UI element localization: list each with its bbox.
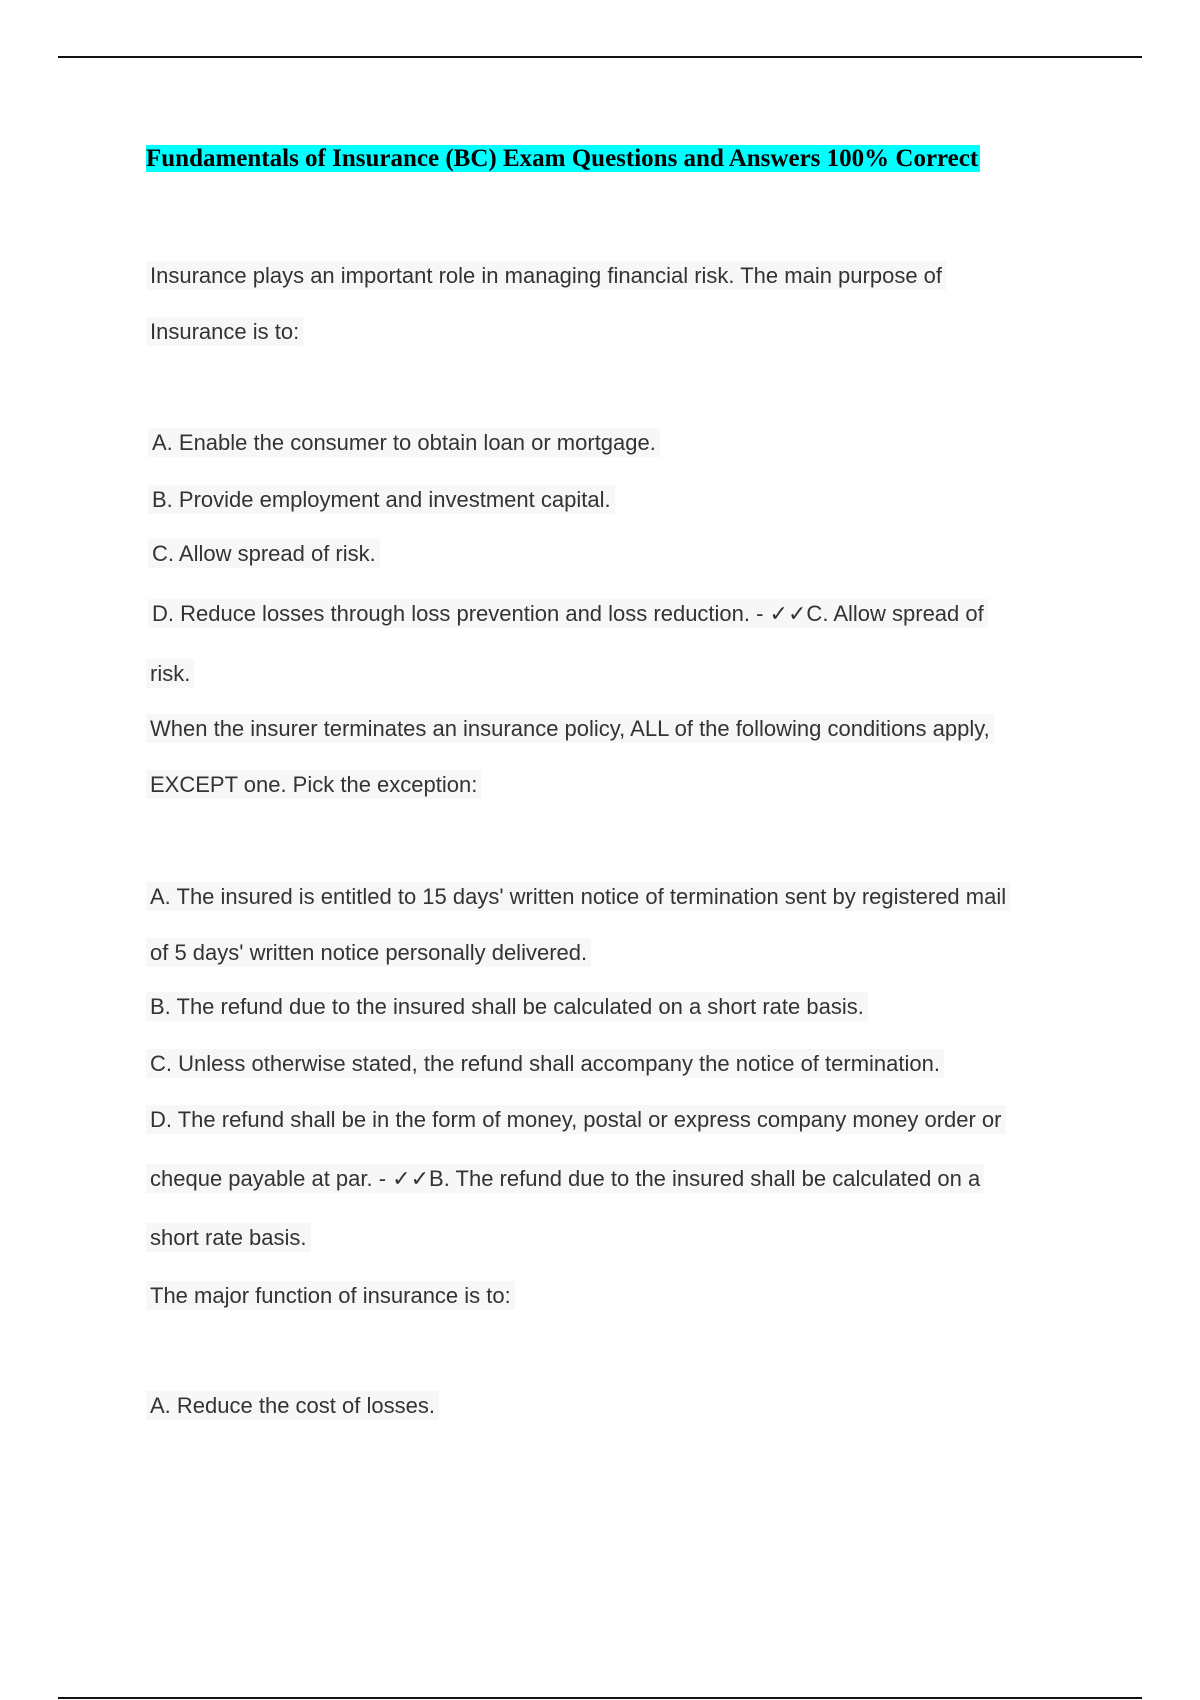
q2-option-c: C. Unless otherwise stated, the refund shall accompany the notice of termination. [146, 1049, 944, 1079]
title-highlight: Fundamentals of Insurance (BC) Exam Questions and Answers 100% Correct [146, 145, 979, 172]
page-title [146, 142, 980, 176]
q2-option-d-line2: cheque payable at par. - ✓✓B. The refund due to the insured shall be calculated on a [146, 1164, 984, 1194]
q2-answer-continued: short rate basis. [146, 1223, 311, 1253]
q1-answer-continued: risk. [146, 659, 194, 689]
q3-stem: The major function of insurance is to: [146, 1281, 515, 1311]
q1-option-c: C. Allow spread of risk. [148, 539, 380, 569]
q1-stem-line1: Insurance plays an important role in managing financial risk. The main purpose of [146, 261, 946, 291]
q2-option-b: B. The refund due to the insured shall be calculated on a short rate basis. [146, 992, 868, 1022]
q1-option-b: B. Provide employment and investment capital. [148, 485, 615, 515]
q2-option-d-line1: D. The refund shall be in the form of money, postal or express company money order or [146, 1105, 1006, 1135]
q3-option-a: A. Reduce the cost of losses. [146, 1391, 439, 1421]
q1-stem-line2: Insurance is to: [146, 317, 303, 347]
q2-option-a-line2: of 5 days' written notice personally delivered. [146, 938, 591, 968]
q2-option-a-line1: A. The insured is entitled to 15 days' written notice of termination sent by registered mail [146, 882, 1010, 912]
bottom-rule [58, 1697, 1142, 1699]
top-rule [58, 56, 1142, 58]
q2-stem-line2: EXCEPT one. Pick the exception: [146, 770, 481, 800]
q1-option-d: D. Reduce losses through loss prevention and loss reduction. - ✓✓C. Allow spread of [148, 599, 988, 629]
q1-option-a: A. Enable the consumer to obtain loan or mortgage. [148, 428, 660, 458]
q2-stem-line1: When the insurer terminates an insurance policy, ALL of the following conditions apply, [146, 714, 994, 744]
